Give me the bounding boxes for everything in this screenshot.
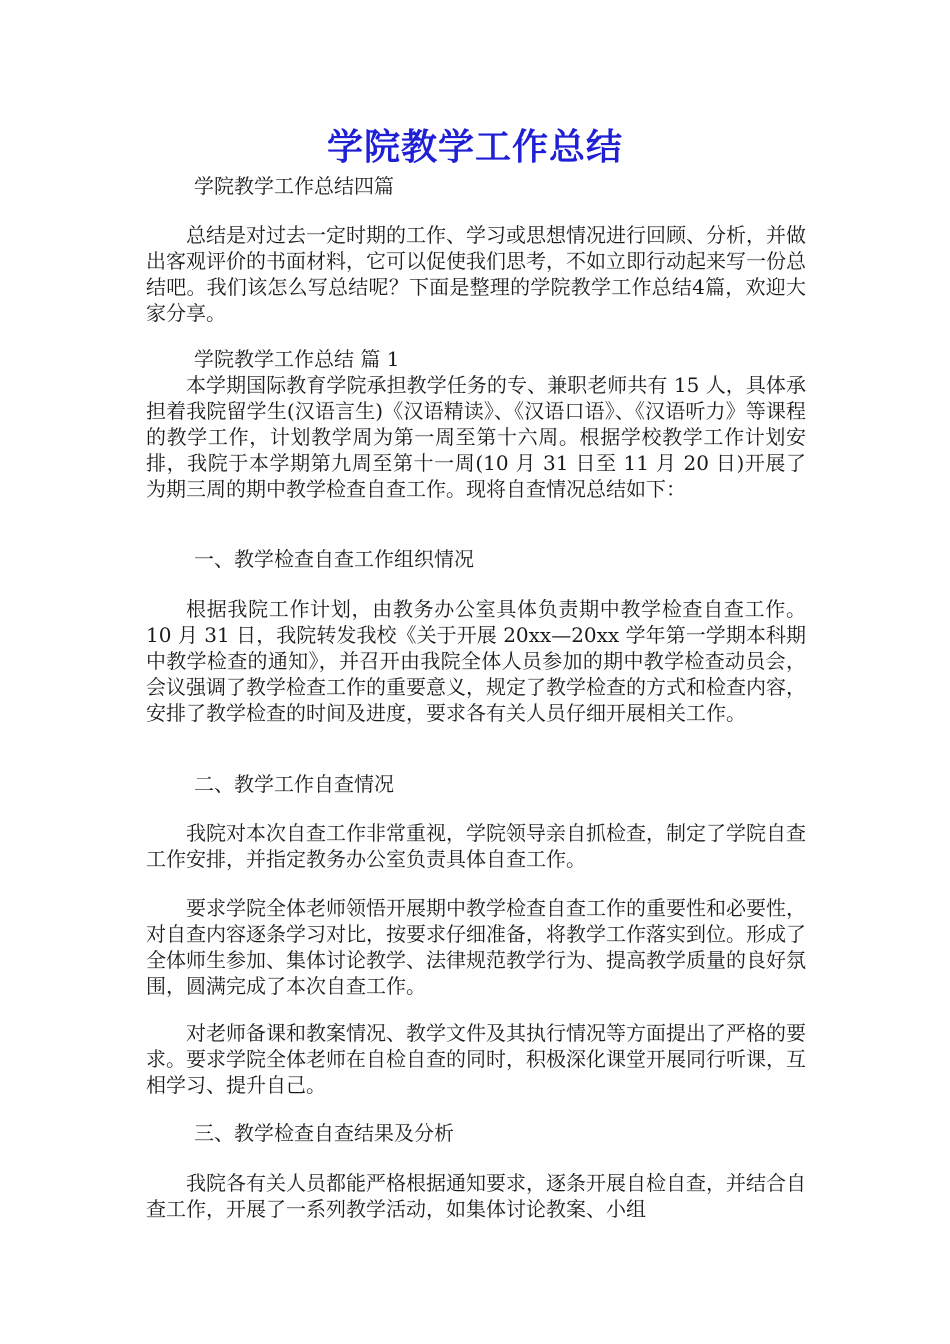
- document-title: 学院教学工作总结: [326, 127, 623, 168]
- section2-paragraph-1: 我院对本次自查工作非常重视，学院领导亲自抓检查，制定了学院自查工作安排，并指定教务办公室负责具体自查工作。: [146, 821, 806, 871]
- document-subtitle: 学院教学工作总结四篇: [194, 174, 394, 198]
- section-heading-3: 三、教学检查自查结果及分析: [194, 1121, 454, 1145]
- article-title: 学院教学工作总结 篇 1: [194, 347, 400, 371]
- section2-paragraph-3: 对老师备课和教案情况、教学文件及其执行情况等方面提出了严格的要求。要求学院全体老师在自检自查的同时，积极深化课堂开展同行听课，互相学习、提升自己。: [146, 1021, 806, 1097]
- article-paragraph: 本学期国际教育学院承担教学任务的专、兼职老师共有 15 人，具体承担着我院留学生(汉语言生)《汉语精读》、《汉语口语》、《汉语听力》等课程的教学工作，计划教学周为第一周至第十六周。根据学校教学工作计划安排，我院于本学期第九周至第十一周(10 月 31 日至 11 月 20 日)开展了为期三周的期中教学检查自查工作。现将自查情况总结如下：: [146, 373, 806, 501]
- section-heading-1: 一、教学检查自查工作组织情况: [194, 547, 474, 571]
- section3-paragraph: 我院各有关人员都能严格根据通知要求，逐条开展自检自查，并结合自查工作，开展了一系列教学活动，如集体讨论教案、小组: [146, 1171, 806, 1221]
- section1-paragraph: 根据我院工作计划，由教务办公室具体负责期中教学检查自查工作。10 月 31 日，我院转发我校《关于开展 20xx—20xx 学年第一学期本科期中教学检查的通知》，并召开由我院全体人员参加的期中教学检查动员会，会议强调了教学检查工作的重要意义，规定了教学检查的方式和检查内容，安排了教学检查的时间及进度，要求各有关人员仔细开展相关工作。: [146, 597, 806, 725]
- section-heading-2: 二、教学工作自查情况: [194, 772, 394, 796]
- intro-paragraph: 总结是对过去一定时期的工作、学习或思想情况进行回顾、分析，并做出客观评价的书面材料，它可以促使我们思考，不如立即行动起来写一份总结吧。我们该怎么写总结呢？下面是整理的学院教学工作总结4篇，欢迎大家分享。: [146, 223, 806, 325]
- section2-paragraph-2: 要求学院全体老师领悟开展期中教学检查自查工作的重要性和必要性，对自查内容逐条学习对比，按要求仔细准备，将教学工作落实到位。形成了全体师生参加、集体讨论教学、法律规范教学行为、提高教学质量的良好氛围，圆满完成了本次自查工作。: [146, 896, 806, 998]
